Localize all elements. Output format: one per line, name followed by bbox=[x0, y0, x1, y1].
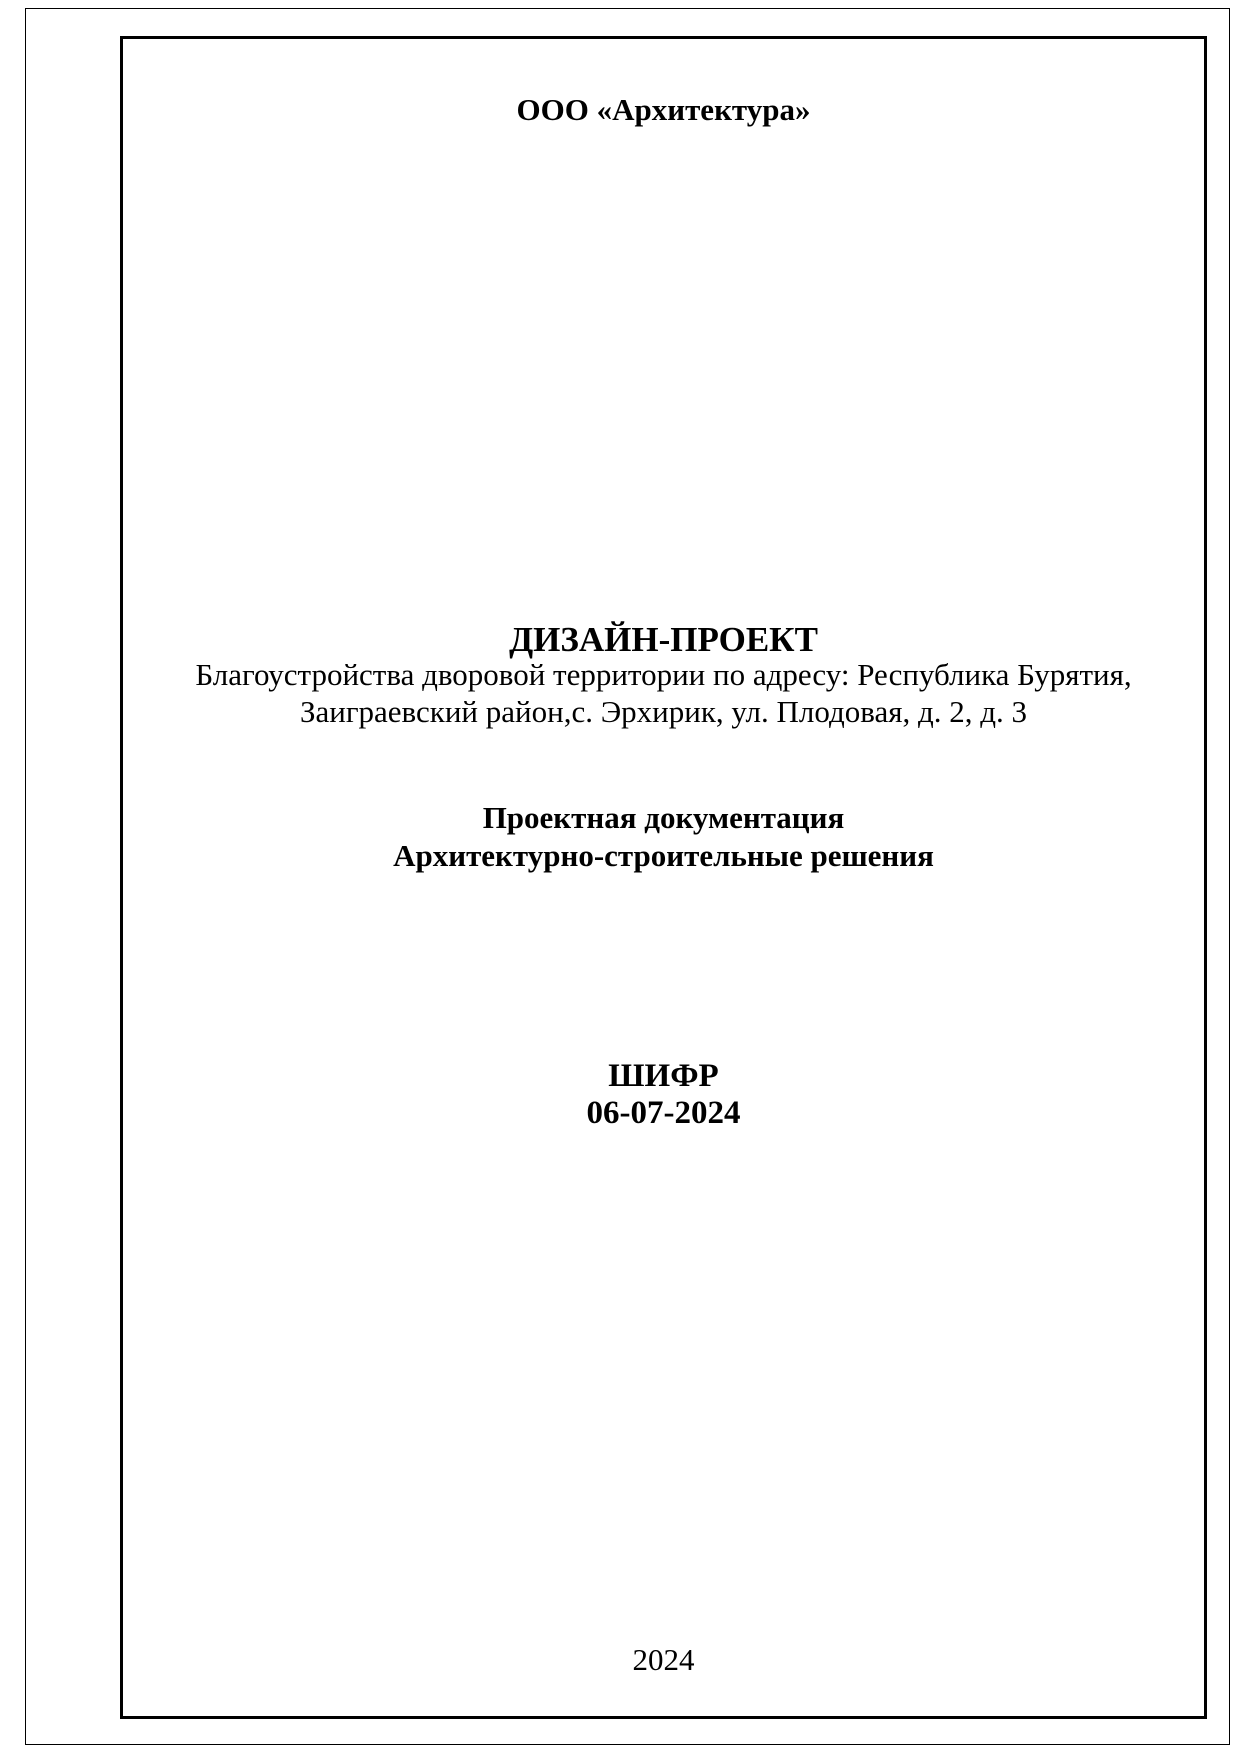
document-year: 2024 bbox=[632, 1642, 695, 1677]
project-subject-line-2: Заиграевский район,с. Эрхирик, ул. Плодовая, д. 2, д. 3 bbox=[299, 694, 1028, 729]
project-subject-line-1: Благоустройства дворовой территории по адресу: Республика Бурятия, bbox=[195, 657, 1132, 692]
documentation-section: Архитектурно-строительные решения bbox=[393, 838, 934, 873]
documentation-title: Проектная документация bbox=[482, 800, 845, 835]
code-value: 06-07-2024 bbox=[586, 1095, 741, 1131]
code-label: ШИФР bbox=[608, 1058, 719, 1094]
inner-title-frame bbox=[120, 36, 1207, 1719]
document-type-title: ДИЗАЙН-ПРОЕКТ bbox=[509, 620, 818, 659]
organization-name: ООО «Архитектура» bbox=[516, 92, 811, 127]
